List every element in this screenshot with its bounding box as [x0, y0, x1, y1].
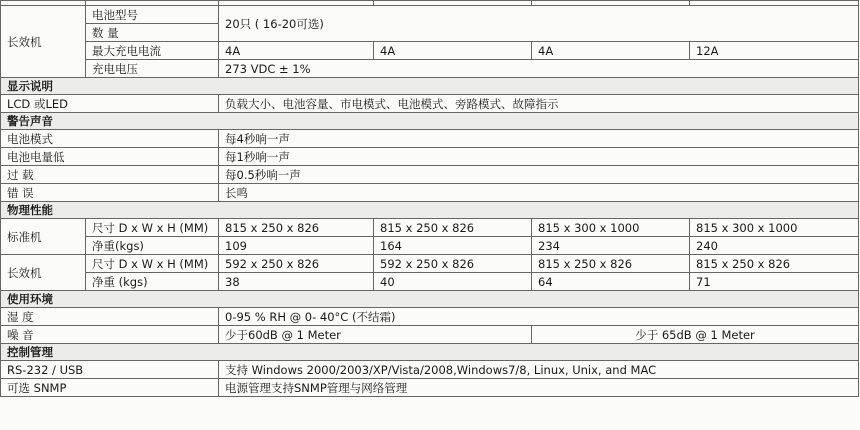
section-title: 控制管理 [1, 344, 859, 361]
table-row [1, 379, 859, 397]
row-label: 电池电量低 [1, 148, 219, 166]
row-value: 负载大小、电池容量、市电模式、电池模式、旁路模式、故障指示 [219, 95, 859, 113]
weight-value: 71 [690, 273, 859, 291]
section-header-display [1, 78, 859, 95]
dimension-value: 592 x 250 x 826 [219, 255, 374, 273]
section-title: 显示说明 [1, 78, 859, 95]
group-label-standard: 标准机 [1, 219, 86, 255]
dimension-value: 815 x 300 x 1000 [532, 219, 690, 237]
row-value: 每4秒响一声 [219, 130, 859, 148]
max-charge-current-value: 4A [532, 42, 690, 60]
row-value: 每1秒响一声 [219, 148, 859, 166]
dimension-value: 592 x 250 x 826 [374, 255, 532, 273]
table-row [1, 184, 859, 202]
group-label-long-run: 长效机 [1, 255, 86, 291]
max-charge-current-label: 最大充电电流 [86, 42, 219, 60]
row-value: 0-95 % RH @ 0- 40°C (不结霜) [219, 308, 859, 326]
max-charge-current-value: 12A [690, 42, 859, 60]
charge-voltage-value: 273 VDC ± 1% [219, 60, 859, 78]
table-row [1, 95, 859, 113]
battery-model-label: 电池型号 [86, 6, 219, 24]
table-row [1, 219, 859, 237]
table-row [1, 273, 859, 291]
table-row [1, 130, 859, 148]
row-label: 过 载 [1, 166, 219, 184]
table-row [1, 237, 859, 255]
charge-voltage-label: 充电电压 [86, 60, 219, 78]
section-header-alarm [1, 113, 859, 130]
row-value: 支持 Windows 2000/2003/XP/Vista/2008,Windows7/8, Linux, Unix, and MAC [219, 361, 859, 379]
table-row [1, 148, 859, 166]
weight-value: 64 [532, 273, 690, 291]
row-label: 错 误 [1, 184, 219, 202]
table-row [1, 60, 859, 78]
row-value: 少于 65dB @ 1 Meter [532, 326, 859, 344]
dimension-label: 尺寸 D x W x H (MM) [86, 255, 219, 273]
dimension-value: 815 x 250 x 826 [219, 219, 374, 237]
dimension-value: 815 x 300 x 1000 [690, 219, 859, 237]
table-row [1, 42, 859, 60]
section-header-environment [1, 291, 859, 308]
table-row [1, 255, 859, 273]
section-title: 物理性能 [1, 202, 859, 219]
dimension-label: 尺寸 D x W x H (MM) [86, 219, 219, 237]
weight-value: 38 [219, 273, 374, 291]
row-label: RS-232 / USB [1, 361, 219, 379]
max-charge-current-value: 4A [219, 42, 374, 60]
section-title: 使用环境 [1, 291, 859, 308]
group-label-long-run: 长效机 [1, 6, 86, 78]
table-row [1, 6, 859, 24]
row-value: 每0.5秒响一声 [219, 166, 859, 184]
row-value: 电源管理支持SNMP管理与网络管理 [219, 379, 859, 397]
dimension-value: 815 x 250 x 826 [532, 255, 690, 273]
table-row [1, 361, 859, 379]
row-label: 湿 度 [1, 308, 219, 326]
table-row [1, 166, 859, 184]
dimension-value: 815 x 250 x 826 [374, 219, 532, 237]
row-label: LCD 或LED [1, 95, 219, 113]
weight-value: 164 [374, 237, 532, 255]
row-label: 电池模式 [1, 130, 219, 148]
section-header-management [1, 344, 859, 361]
weight-value: 234 [532, 237, 690, 255]
dimension-value: 815 x 250 x 826 [690, 255, 859, 273]
weight-value: 109 [219, 237, 374, 255]
quantity-value: 20只 ( 16-20可选) [219, 6, 859, 42]
max-charge-current-value: 4A [374, 42, 532, 60]
quantity-label: 数 量 [86, 24, 219, 42]
section-header-physical [1, 202, 859, 219]
section-title: 警告声音 [1, 113, 859, 130]
weight-value: 40 [374, 273, 532, 291]
weight-label: 净重 (kgs) [86, 273, 219, 291]
table-row [1, 308, 859, 326]
row-label: 可选 SNMP [1, 379, 219, 397]
row-label: 噪 音 [1, 326, 219, 344]
table-row [1, 326, 859, 344]
weight-value: 240 [690, 237, 859, 255]
row-value: 长鸣 [219, 184, 859, 202]
row-value: 少于60dB @ 1 Meter [219, 326, 532, 344]
weight-label: 净重(kgs) [86, 237, 219, 255]
